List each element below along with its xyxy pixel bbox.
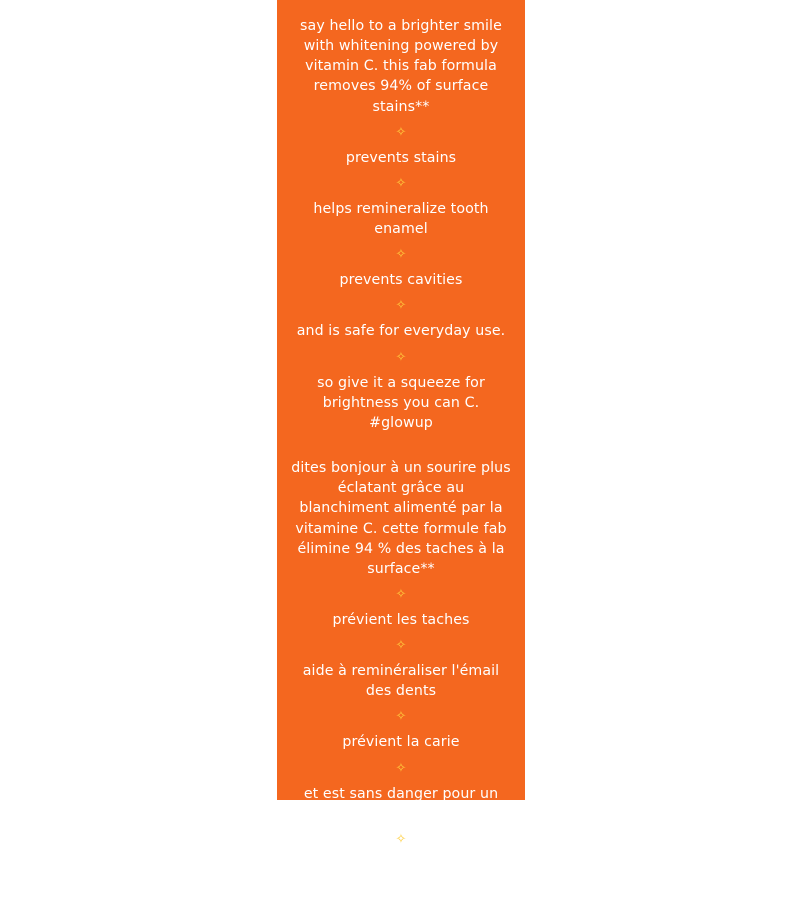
sparkle-icon: ✧ [395,349,407,365]
french-benefit-4: et est sans danger pour un usage quotidien. [303,785,499,822]
sparkle-icon: ✧ [395,298,407,314]
french-lead-text: dites bonjour à un sourire plus éclatant grâce au blanchiment alimenté par la vitamine C. cette formule fab élimine 94 % des taches à la surface** [291,460,511,577]
sparkle-icon: ✧ [395,709,407,725]
sparkle-icon: ✧ [395,760,407,776]
english-closing-text: so give it a squeeze for brightness you can C. #glowup [317,374,485,431]
sparkle-icon: ✧ [395,247,407,263]
english-benefit-2: helps remineralize tooth enamel [313,200,489,238]
english-benefit-4: and is safe for everyday use. [296,323,506,340]
sparkle-icon: ✧ [395,638,407,654]
french-benefit-3: prévient la carie [342,734,460,751]
sparkle-icon: ✧ [395,124,407,140]
english-lead-text: say hello to a brighter smile with whitening powered by vitamin C. this fab formula removes 94% of surface stains** [300,18,502,115]
english-benefit-1: prevents stains [345,149,457,166]
french-benefit-2: aide à reminéraliser l'émail des dents [302,663,500,700]
product-description-panel [277,0,525,914]
sparkle-icon: ✧ [395,831,407,847]
french-benefit-1: prévient les taches [332,611,470,628]
english-benefit-3: prevents cavities [339,272,463,289]
sparkle-icon: ✧ [395,175,407,191]
sparkle-icon: ✧ [395,586,407,602]
french-closing-text: alors essayez-le pour obtenir un éclat que vous pouvez voir. #gagnezdeléclat [291,856,511,914]
